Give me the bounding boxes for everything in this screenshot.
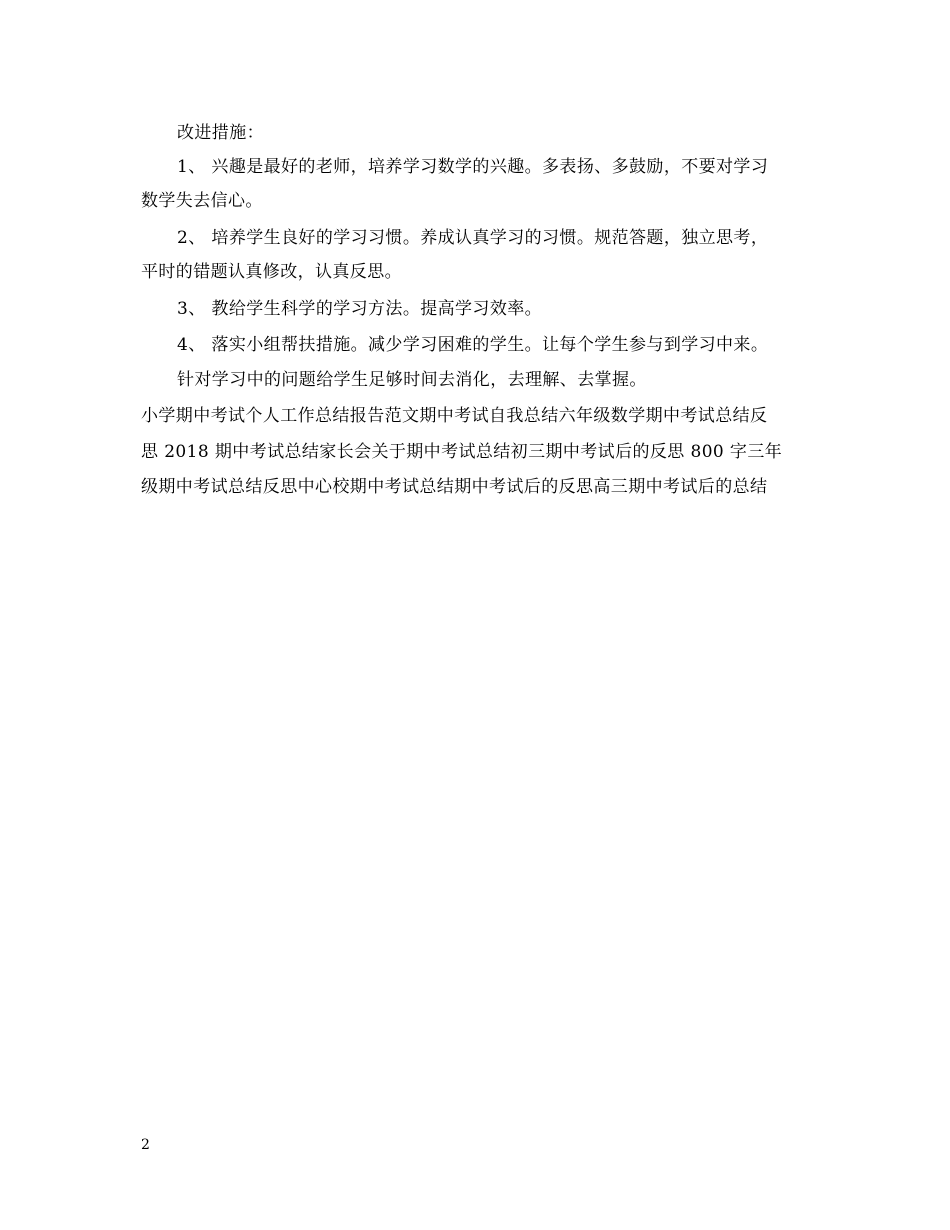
measure-3: 3、 教给学生科学的学习方法。提高学习效率。 [177, 299, 543, 319]
measure-1-line-2: 数学失去信心。 [141, 191, 263, 211]
heading-improvement-measures: 改进措施： [177, 123, 264, 143]
measure-1-line-1: 1、 兴趣是最好的老师，培养学习数学的兴趣。多表扬、多鼓励，不要对学习 [177, 157, 769, 177]
closing-sentence: 针对学习中的问题给学生足够时间去消化，去理解、去掌握。 [177, 370, 647, 390]
measure-2-line-1: 2、 培养学生良好的学习习惯。养成认真学习的习惯。规范答题，独立思考， [177, 228, 769, 248]
measure-2-line-2: 平时的错题认真修改，认真反思。 [141, 262, 402, 282]
measure-4: 4、 落实小组帮扶措施。减少学习困难的学生。让每个学生参与到学习中来。 [177, 335, 769, 355]
related-links-line-1: 小学期中考试个人工作总结报告范文期中考试自我总结六年级数学期中考试总结反 [141, 406, 768, 426]
related-links-line-2: 思 2018 期中考试总结家长会关于期中考试总结初三期中考试后的反思 800 字三年 [141, 442, 783, 462]
related-links-line-3: 级期中考试总结反思中心校期中考试总结期中考试后的反思高三期中考试后的总结 [141, 477, 768, 497]
page-number: 2 [141, 1137, 150, 1153]
